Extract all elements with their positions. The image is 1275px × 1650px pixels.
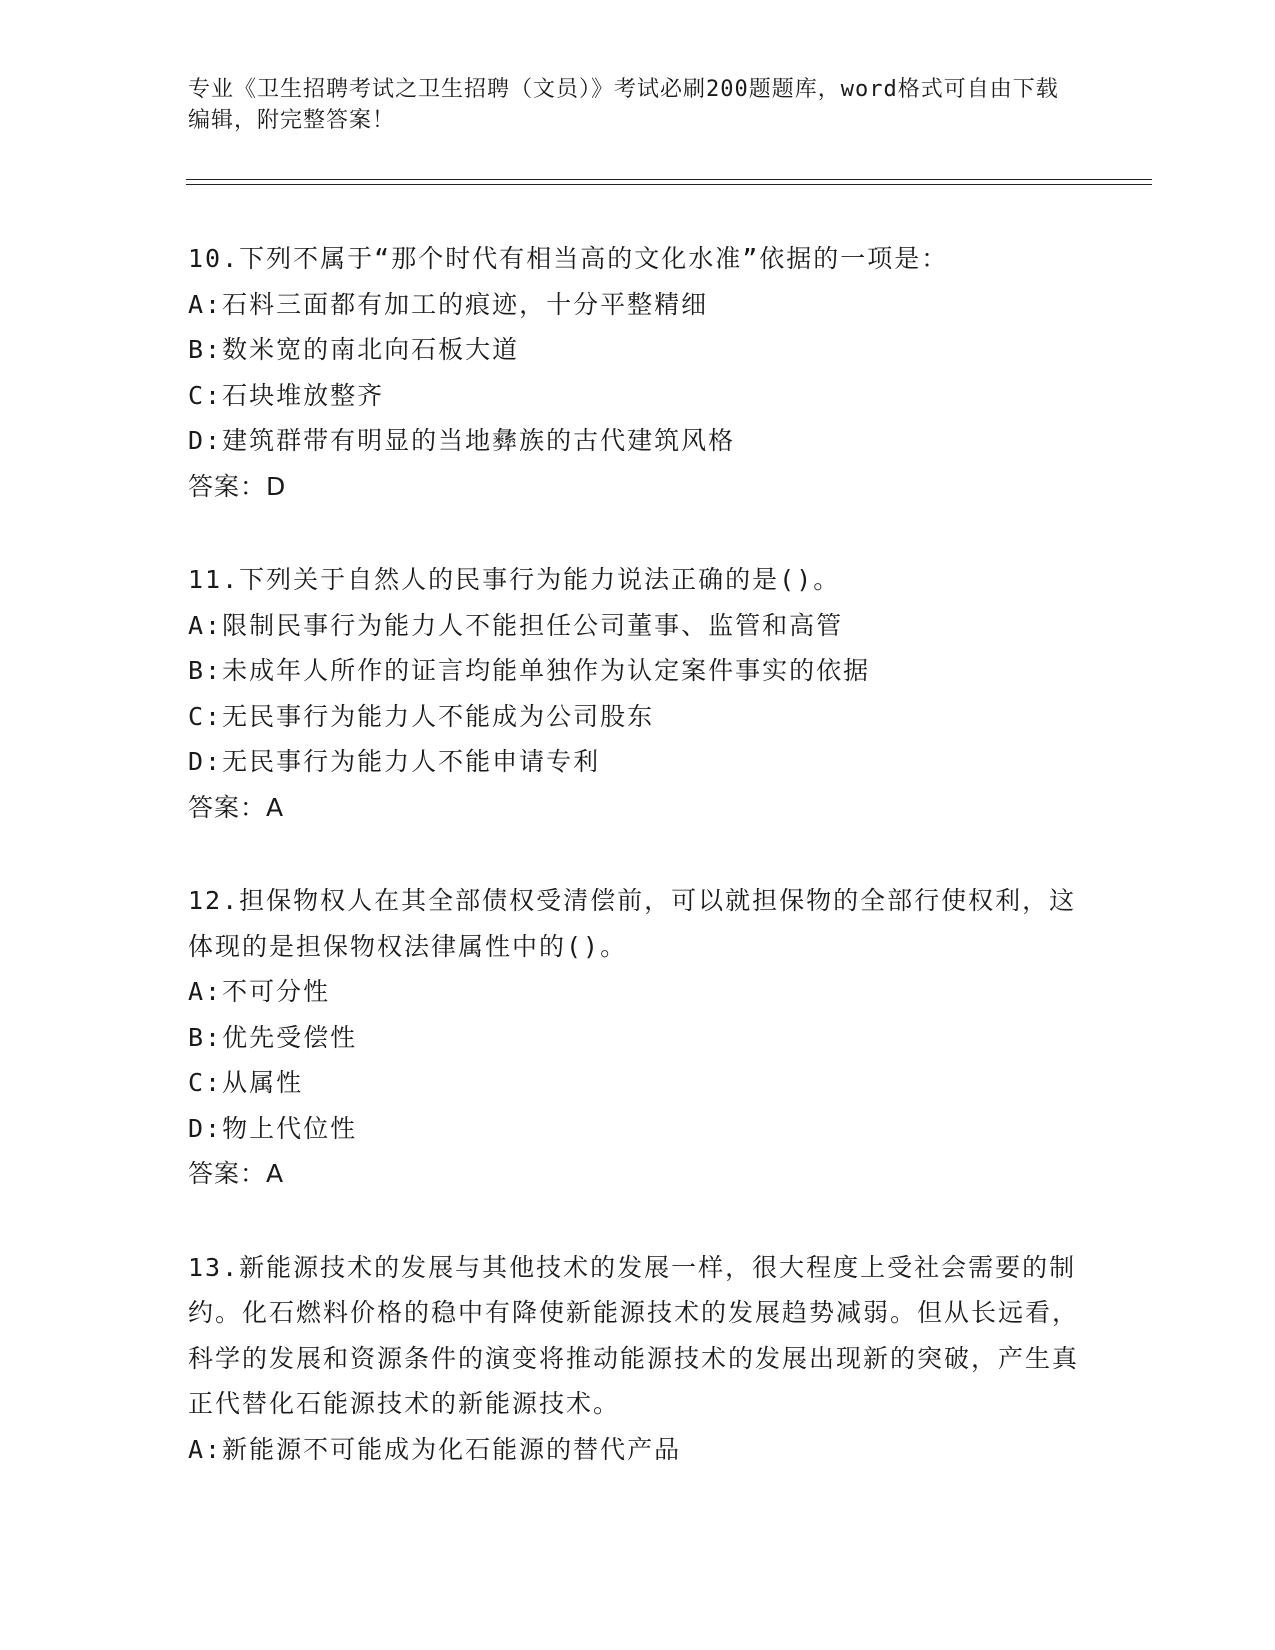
option-a: A:限制民事行为能力人不能担任公司董事、监管和高管 (188, 610, 844, 640)
option-c: C:从属性 (188, 1068, 304, 1097)
option-c: C:无民事行为能力人不能成为公司股东 (188, 701, 655, 731)
option-b: B:优先受偿性 (188, 1022, 358, 1052)
option-d: D:物上代位性 (188, 1113, 358, 1143)
option-c: C:石块堆放整齐 (188, 380, 385, 410)
option-b: B:数米宽的南北向石板大道 (188, 335, 520, 364)
answer-line: 答案：D (188, 471, 287, 501)
header-divider-bottom (186, 184, 1152, 185)
question-13 (188, 1245, 1088, 1473)
question-stem: 12.担保物权人在其全部债权受清偿前，可以就担保物的全部行使权利，这体现的是担保物权法律属性中的()。 (188, 886, 1077, 961)
question-stem: 10.下列不属于“那个时代有相当高的文化水准”依据的一项是： (188, 244, 949, 273)
question-stem: 11.下列关于自然人的民事行为能力说法正确的是()。 (188, 565, 841, 594)
option-a: A:不可分性 (188, 977, 331, 1006)
question-stem: 13.新能源技术的发展与其他技术的发展一样，很大程度上受社会需要的制约。化石燃料价格的稳中有降使新能源技术的发展趋势减弱。但从长远看，科学的发展和资源条件的演变将推动能源技术的发展出现新的突破，产生真正代替化石能源技术的新能源技术。 (188, 1252, 1080, 1418)
answer-line: 答案：A (188, 1159, 285, 1188)
option-b: B:未成年人所作的证言均能单独作为认定案件事实的依据 (188, 656, 871, 685)
question-10 (188, 236, 1088, 509)
question-11 (188, 557, 1088, 830)
option-a: A:石料三面都有加工的痕迹，十分平整精细 (188, 289, 709, 319)
header-divider-top (186, 179, 1152, 180)
answer-line: 答案：A (188, 792, 285, 822)
question-list (188, 236, 1088, 1520)
document-header: 专业《卫生招聘考试之卫生招聘（文员）》考试必刷200题题库，word格式可自由下载编辑，附完整答案！ (188, 77, 1059, 133)
question-12 (188, 878, 1088, 1197)
option-d: D:建筑群带有明显的当地彝族的古代建筑风格 (188, 426, 736, 455)
option-d: D:无民事行为能力人不能申请专利 (188, 747, 601, 776)
option-a: A:新能源不可能成为化石能源的替代产品 (188, 1434, 682, 1464)
